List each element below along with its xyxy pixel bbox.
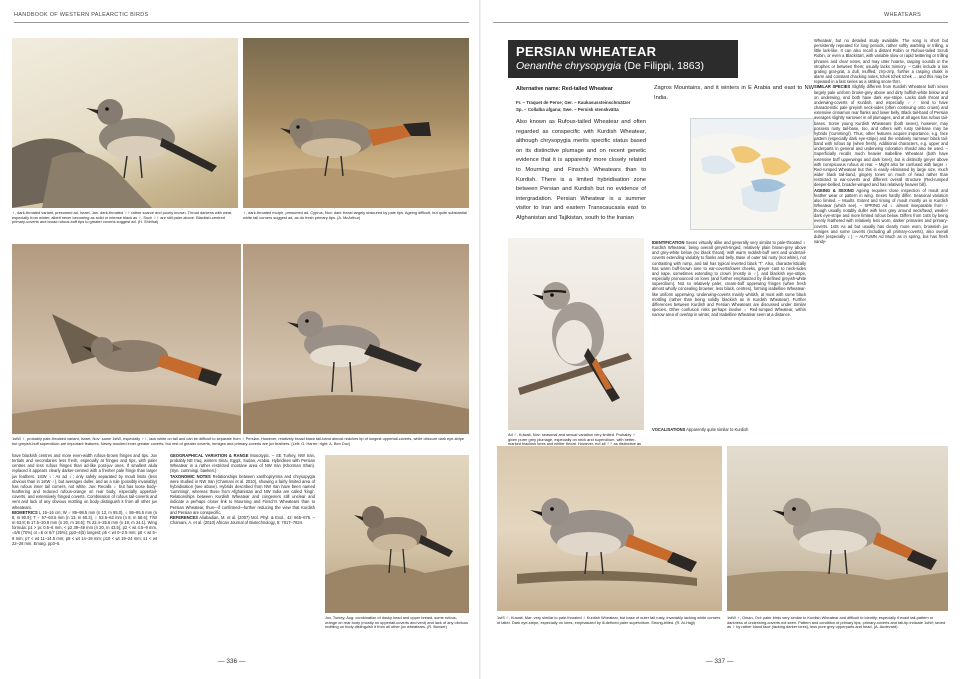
- geo-variation-heading: GEOGRAPHICAL VARIATION & RANGE: [170, 453, 249, 458]
- book-gutter: [479, 0, 481, 679]
- caption-right-photo-3: 1stW ♀, Oman, Oct: paler birds very similar to Kurdish Wheatear and difficult to identify, especially if exact tail-pattern or darkness of underwing-coverts not seen. Pattern and condition of primary tips, primary-coverts and tail-tip indicate 1stW; sexed as ♀ by rather bland face (lacking darker lores), less pure grey upperparts and head. (A. Audevard): [727, 615, 946, 630]
- photo-dark-throated-female-israel: [12, 38, 238, 208]
- caption-photo-1: ♀, dark-throated variant, presumed ad, Israel, Jan. dark-throated ♀♀ rather scarce and poorly known. Throat darkens with wear, especially from winter, albeit never becoming as solid or intense black as ♂. Such ♀♀ are still paler above. Blackish-centred primary-coverts and broad rufous-buff tips to greater coverts suggest ad. (H. Shirihai): [12, 210, 233, 225]
- range-map-graphic: [691, 119, 813, 229]
- right-running-header: WHEATEARS: [884, 12, 922, 18]
- bird-illustration: [12, 38, 238, 208]
- bird-illustration: [727, 446, 948, 611]
- bird-illustration: [325, 455, 469, 613]
- references-text: Aliabadian, M. et al. (2007) Mol. Phyl. & Evol., 42: 665–675. – Chamani, A. et al. (2010) African Journal of Biotechnology, 9: 7817–7824.: [170, 514, 315, 526]
- taxonomic-notes-heading: TAXONOMIC NOTES: [170, 473, 211, 479]
- intro-text: Also known as Rufous-tailed Wheatear and often regarded as conspecific with Kurdish Wheatear, although chrysopygia merits specific status based on its distinctive plumage and on recent genetic evidence that it is apparently more closely related to Mourning and Finsch's Wheatears than to Kurdish. There is a limited hybridisation zone between Persian and Kurdish but no evidence of intergradation. Persian Wheatear is a summer visitor to Iran and eastern Transcaucasia east to Afghanistan and Tajikistan, south to the Iranian: [516, 119, 646, 221]
- authority: (De Filippi, 1863): [624, 60, 704, 72]
- left-header-rule: [14, 22, 469, 23]
- caption-photo-2: ♀, dark-throated morph, presumed ad, Cyprus, Nov: dark throat largely obscured by pale tips. Ageing difficult, but quite substantial white tail corners suggest ad, as do fresh primary tips. (A. McArthur): [243, 210, 467, 220]
- scientific-name: Oenanthe chrysopygia: [516, 60, 622, 72]
- caption-right-photo-1: Ad ♂, Kuwait, Nov: seasonal and sexual variation very limited. Probably ♂ given purer grey plumage, especially on neck and supercilium, with better-marked blackish lores and whiter throat. However, not all ♂♂ as distinctive as: [508, 432, 641, 447]
- scientific-name-line: [516, 60, 704, 72]
- vocalisations-text: Apparently quite similar to Kurdish: [686, 427, 749, 432]
- geo-variation-text: Monotypic. – SE Turkey, NW Iran, probably NE Iraq, winters Sinai, Egypt, Sudan, Arabia. Hybridises with Persian Wheatear in a rather restricted montane area of NW Iran (Khorman Shan). (Syn. cummingi, baekeri.): [170, 453, 316, 474]
- right-page-number-value: 337: [714, 658, 726, 665]
- ageing-sexing-heading: AGEING & SEXING: [814, 187, 854, 193]
- caption-photo-3: 1stW ♀, probably pale-throated variant, Israel, Nov: same 1stW, especially ♀♀, lack white on tail and can be difficult to separate from ♀ Persian. However, relatively broad black tail-band almost reaches tip of longest uppertail-coverts, while obscure dark eye-stripe but greyish-buff supercilium are important features. Newly-moulted inner greater coverts, but rest of greater coverts, remiges and primary-coverts are juv feathers. (Left: G. Harrer; right: A. Ben Dov): [12, 436, 465, 446]
- taxonomic-notes-text: Relationships between xanthoprymna and chrysopygia were studied in NW Iran (Chamani et al. 2010), showing a fairly limited area of hybridisation (see above). Hybrids described from NW Iran have been named 'cummingi', whereas those from Afghanistan and NW India are called 'kingi'. Relationships between Kurdish Wheatear and congeners still unclear and indicate a perhaps closer link to Mourning and Finsch's Wheatears than to Persian Wheatear, thus—if confirmed—further reducing the view that Kurdish and Persian are conspecific.: [170, 473, 315, 515]
- identification-text: Sexes virtually alike and generally very similar to pale-throated ♀ Kurdish Wheatear, being overall greyish-tinged, relatively plain brown-grey above and grey-white below (no black throat), with warm reddish-buff vent and undertail-coverts extending variably to flanks and belly. Base of outer tail rusty (not white), not contrasting with rump, and tail has typical inverted black 'T'. Also, characteristically has warm buff-brown tone to ear-coverts/lower cheeks, greyer cast to neck-sides and nape, sometimes extending to crown (mostly in ♂), and blackish eye-stripe, especially pronounced on lores (and further emphasized by ill-defined greyish-white supercilium). Not so relatively paler, cream-buff upperwing fringes (when fresh almost wholly concealing browner, less black, centres), forming isabelline Wheatear-like uniform upperwing. Underwing-coverts mainly whitish, at most with some black mottling (rather than being solidly blackish as in Kurdish Wheatear). Further differences between Kurdish and Persian Wheatears are discussed under Similar species. Other confusion risks perhaps involve ♀ Red-rumped Wheatear, within narrow area of overlap in winter, and Isabelline Wheatear seen at a distance.: [652, 240, 806, 318]
- left-body-column-1: [12, 453, 157, 546]
- bird-illustration: [497, 446, 722, 611]
- range-map: [690, 118, 814, 230]
- photo-1stw-female-israel-pair: [12, 244, 469, 434]
- left-page-number: — 336 —: [218, 658, 246, 665]
- species-title: PERSIAN WHEATEAR: [516, 44, 657, 59]
- photo-1sts-male-kuwait: [497, 446, 722, 611]
- photo-juvenile-turkey: [325, 455, 469, 613]
- ageing-sexing-text: Ageing requires close inspection of moult and feather wear or pattern in wing. Sexes hardly differ. Seasonal variation also limited. – Moults. Extent and timing of moult mostly as in Kurdish Wheatear (which see). – SPRING Ad ♀ almost inseparable from ♂ though usually notably duller with less grey around neck/head, weaker dark eye-stripe and more limited rufous below. Differs from 1stS by being evenly feathered with relatively less worn, darker primaries and primary-coverts. 1stS As ad but usually has clearly more worn, brownish juv remiges and some coverts (including all primary-coverts), also overall duller (especially ♀). – AUTUMN Ad Much as in spring, but has fresh sandy-: [814, 187, 948, 245]
- bird-illustration: [243, 38, 469, 208]
- biometrics-heading: BIOMETRICS: [12, 509, 38, 515]
- right-body-column-2: [814, 38, 948, 244]
- alternative-name: Alternative name: Red-tailed Wheatear: [516, 86, 613, 92]
- bird-illustration: [508, 238, 644, 430]
- foreign-names-2: Sp. – Collalba afgana; Swe. – Persisk stenskvätta: [516, 107, 619, 112]
- left-running-header: HANDBOOK OF WESTERN PALEARCTIC BIRDS: [14, 12, 149, 18]
- caption-right-photo-2: 1stS ♂, Kuwait, Mar: very similar to pale-throated ♀ Kurdish Wheatear, but base of outer tail rusty, invariably lacking white corners of latter. Dark eye-stripe, especially on lores, emphasized by ill-defined paler supercilium. Strong-billed. (R. Al-Hajji): [497, 615, 721, 625]
- biometrics-text: L 15–16 cm; W ♂ 89–98.5 mm (n 13, m 95.0), ♀ 86–95.5 mm (n 8, m 90.9); T ♂ 57–63.5 mm (n 13, m 60.3), ♀ 53.5–63 mm (n 8, m 58.6); T/W m 63.8; B 17.5–20.8 mm (n 20, m 18.6); Ts 22.4–25.6 mm (n 19, m 24.1). Wing formula: p1 > pc 0.5–6 mm, < p2 39–49 mm (n 20, m 43.5); p2 < wt 4.5–9 mm, =5/6 (70%) or =6 or 6/7 (25%); pp3–4(5) longest; p5 < wt 0–2.5 mm; p6 < wt 5–9 mm; p7 < wt 11–14.5 mm; p8 < wt 14–19 mm; p10 < wt 19–24 mm; s1 < wt 22–28 mm. Emarg. pp3–5.: [12, 509, 157, 546]
- references-heading: REFERENCES: [170, 514, 198, 520]
- bird-illustration-pair: [12, 244, 469, 434]
- vocalisations-heading: VOCALISATIONS: [652, 427, 686, 432]
- left-body-column-2: [170, 453, 315, 525]
- caption-photo-4: Juv, Turkey, Aug: combination of dusky head and upper breast, some rufous-orange on rear body (mostly on uppertail-coverts and vent) and lack of any obvious mottling on body distinguish it from all other juv wheatears. (R. Bonser): [325, 615, 468, 630]
- foreign-names-1: Fr. – Traquet de Perse; Ger. – Kaukasussteinschmätzer: [516, 100, 631, 105]
- photo-adult-male-kuwait: [508, 238, 644, 430]
- intro-text-continued: Zagros Mountains, and it winters in E Arabia and east to NW India.: [654, 85, 814, 101]
- vocalisations-text-continued: Wheatear, but no detailed study available. The song is short but persistently repeated for long periods, rather softly warbling or trilling, a little lark-like. It can also recall a distant Robin or Rufous-tailed Scrub Robin, or even a Blackstart, with variable slow or rapid twittering or trilling phrases and clear notes, and may utter hoarse, rasping sounds in the strophes or between them; usually lacks mimicry. – Calls include a low grating grat-grat, a dull, muffled, zrrp-zrrp, further a rasping chakk in alarm and constant chacking notes, tchek tchek tchek ..., and this may be repeated in a fast series as a rattling snore thrrr.: [814, 38, 948, 85]
- right-header-rule: [493, 22, 948, 23]
- right-page-number: — 337 —: [706, 658, 734, 665]
- identification-heading: IDENTIFICATION: [652, 240, 685, 245]
- similar-species-text: Slightly different from Kurdish Wheatear both sexes largely pale uniform brown-grey above and dirty buffish-white below and on underwing, and both have dark eye-stripe. Lacks dark throat and underwing-coverts of Kurdish, and especially ♂♂ tend to have characteristic pale greyish neck-sides (often continuing onto crown) and extensive cinnamon rear flanks and lower belly. Black tail-band of Persian averages slightly narrower in all plumages, and at all ages has rufous tail-bases. Some young Kurdish Wheatears (both sexes), however, may possess rusty tail-base, too, and others with rusty tail-base may be hybrids ('cummingi'). Thus, other features acquire importance, e.g. face pattern (especially dark eye-stripe) and the relatively narrower black tail-band with rufous tip (when fresh). Additional characters, e.g. upper and underparts in general and underwing coloration should also be used. – Superficially recalls much heavier Isabelline Wheatear (both have extensive buff upperwings and dark lores), but is distinctly greyer above with conspicuous rufous at rear. – Might also be confused with larger ♀ Red-rumped Wheatear but this is easily eliminated by large size, much wider black tail-band, gingery tones on much of head rather than restricted to ear-coverts and different overall structure (Red-rumped deeper-bellied, broader-winged and has relatively heavier bill).: [814, 84, 949, 188]
- vocalisations-block: [652, 427, 806, 432]
- left-page-number-value: 336: [226, 658, 238, 665]
- similar-species-heading: SIMILAR SPECIES: [814, 84, 851, 90]
- photo-dark-throated-morph-cyprus: [243, 38, 469, 208]
- body-text-ageing-continued: have blackish centres and more even-width rufous-brown fringes and tips. Juv tertials and secondaries less fresh, especially at fringes and tips, with paler centres and less rufous fringes than ad-like post-juv ones. If smallest alula replaced it appears clearly darker-centred with a fresher pale fringe than larger juv feathers. 1stW ♀: As ad ♀; only safely separated by moult limits (less obvious than in 1stW ♂), but averages duller, and as a rule (possibly invariably) has rufous inner tail corners, not white. Juv: Recalls ♀ but has loose body-feathering and reduced rufous-orange on rear body, especially uppertail-coverts, and extensively fringed coverts. Combination of rufous tail-coverts and vent and lack of any obvious mottling on body distinguish it from all other juv wheatears.: [12, 453, 157, 510]
- right-body-column-1: [652, 240, 806, 317]
- photo-1stw-female-oman: [727, 446, 948, 611]
